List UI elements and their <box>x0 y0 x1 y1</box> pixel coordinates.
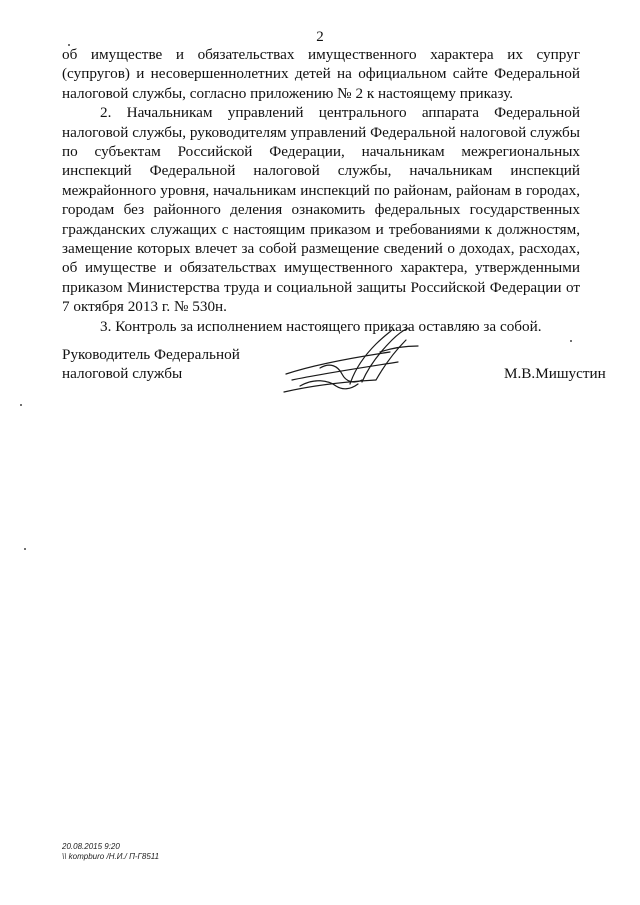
document-body <box>62 45 580 336</box>
signatory-name: М.В.Мишустин <box>504 365 606 382</box>
scan-speck <box>570 340 572 342</box>
scan-speck <box>24 548 26 550</box>
signatory-title-line1: Руководитель Федеральной <box>62 346 240 363</box>
signatory-title <box>62 345 282 384</box>
footer-stamp <box>62 842 159 862</box>
paragraph-item-3: 3. Контроль за исполнением настоящего приказа оставляю за собой. <box>100 317 542 335</box>
paragraph-continuation: об имуществе и обязательствах имущественного характера их супруг (супругов) и несовершеннолетних детей на официальном сайте Федеральной налоговой службы, согласно приложению № 2 к настоящему приказу. <box>62 46 580 102</box>
scan-speck <box>68 44 70 46</box>
scan-speck <box>20 404 22 406</box>
footer-file-reference: \\ kompburo /Н.И./ П-Г8511 <box>62 852 160 861</box>
handwritten-signature <box>280 322 430 402</box>
footer-date: 20.08.2015 9:20 <box>62 842 120 851</box>
page-number: 2 <box>316 29 324 45</box>
signatory-title-line2: налоговой службы <box>62 365 183 383</box>
paragraph-item-2: 2. Начальникам управлений центрального аппарата Федеральной налоговой службы, руководителям управлений Федеральной налоговой службы по субъектам Российской Федерации, начальникам межрегиональных инспекций Федеральной налоговой службы, начальникам инспекций межрайонного уровня, начальникам инспекций по районам, районам в городах, городам без районного деления ознакомить федеральных государственных гражданских служащих с настоящим приказом и требованиями к должностям, замещение которых влечет за собой размещение сведений о доходах, расходах, об имуществе и обязательствах имущественного характера, утвержденными приказом Министерства труда и социальной защиты Российской Федерации от 7 октября 2013 г. № 530н. <box>62 104 580 316</box>
